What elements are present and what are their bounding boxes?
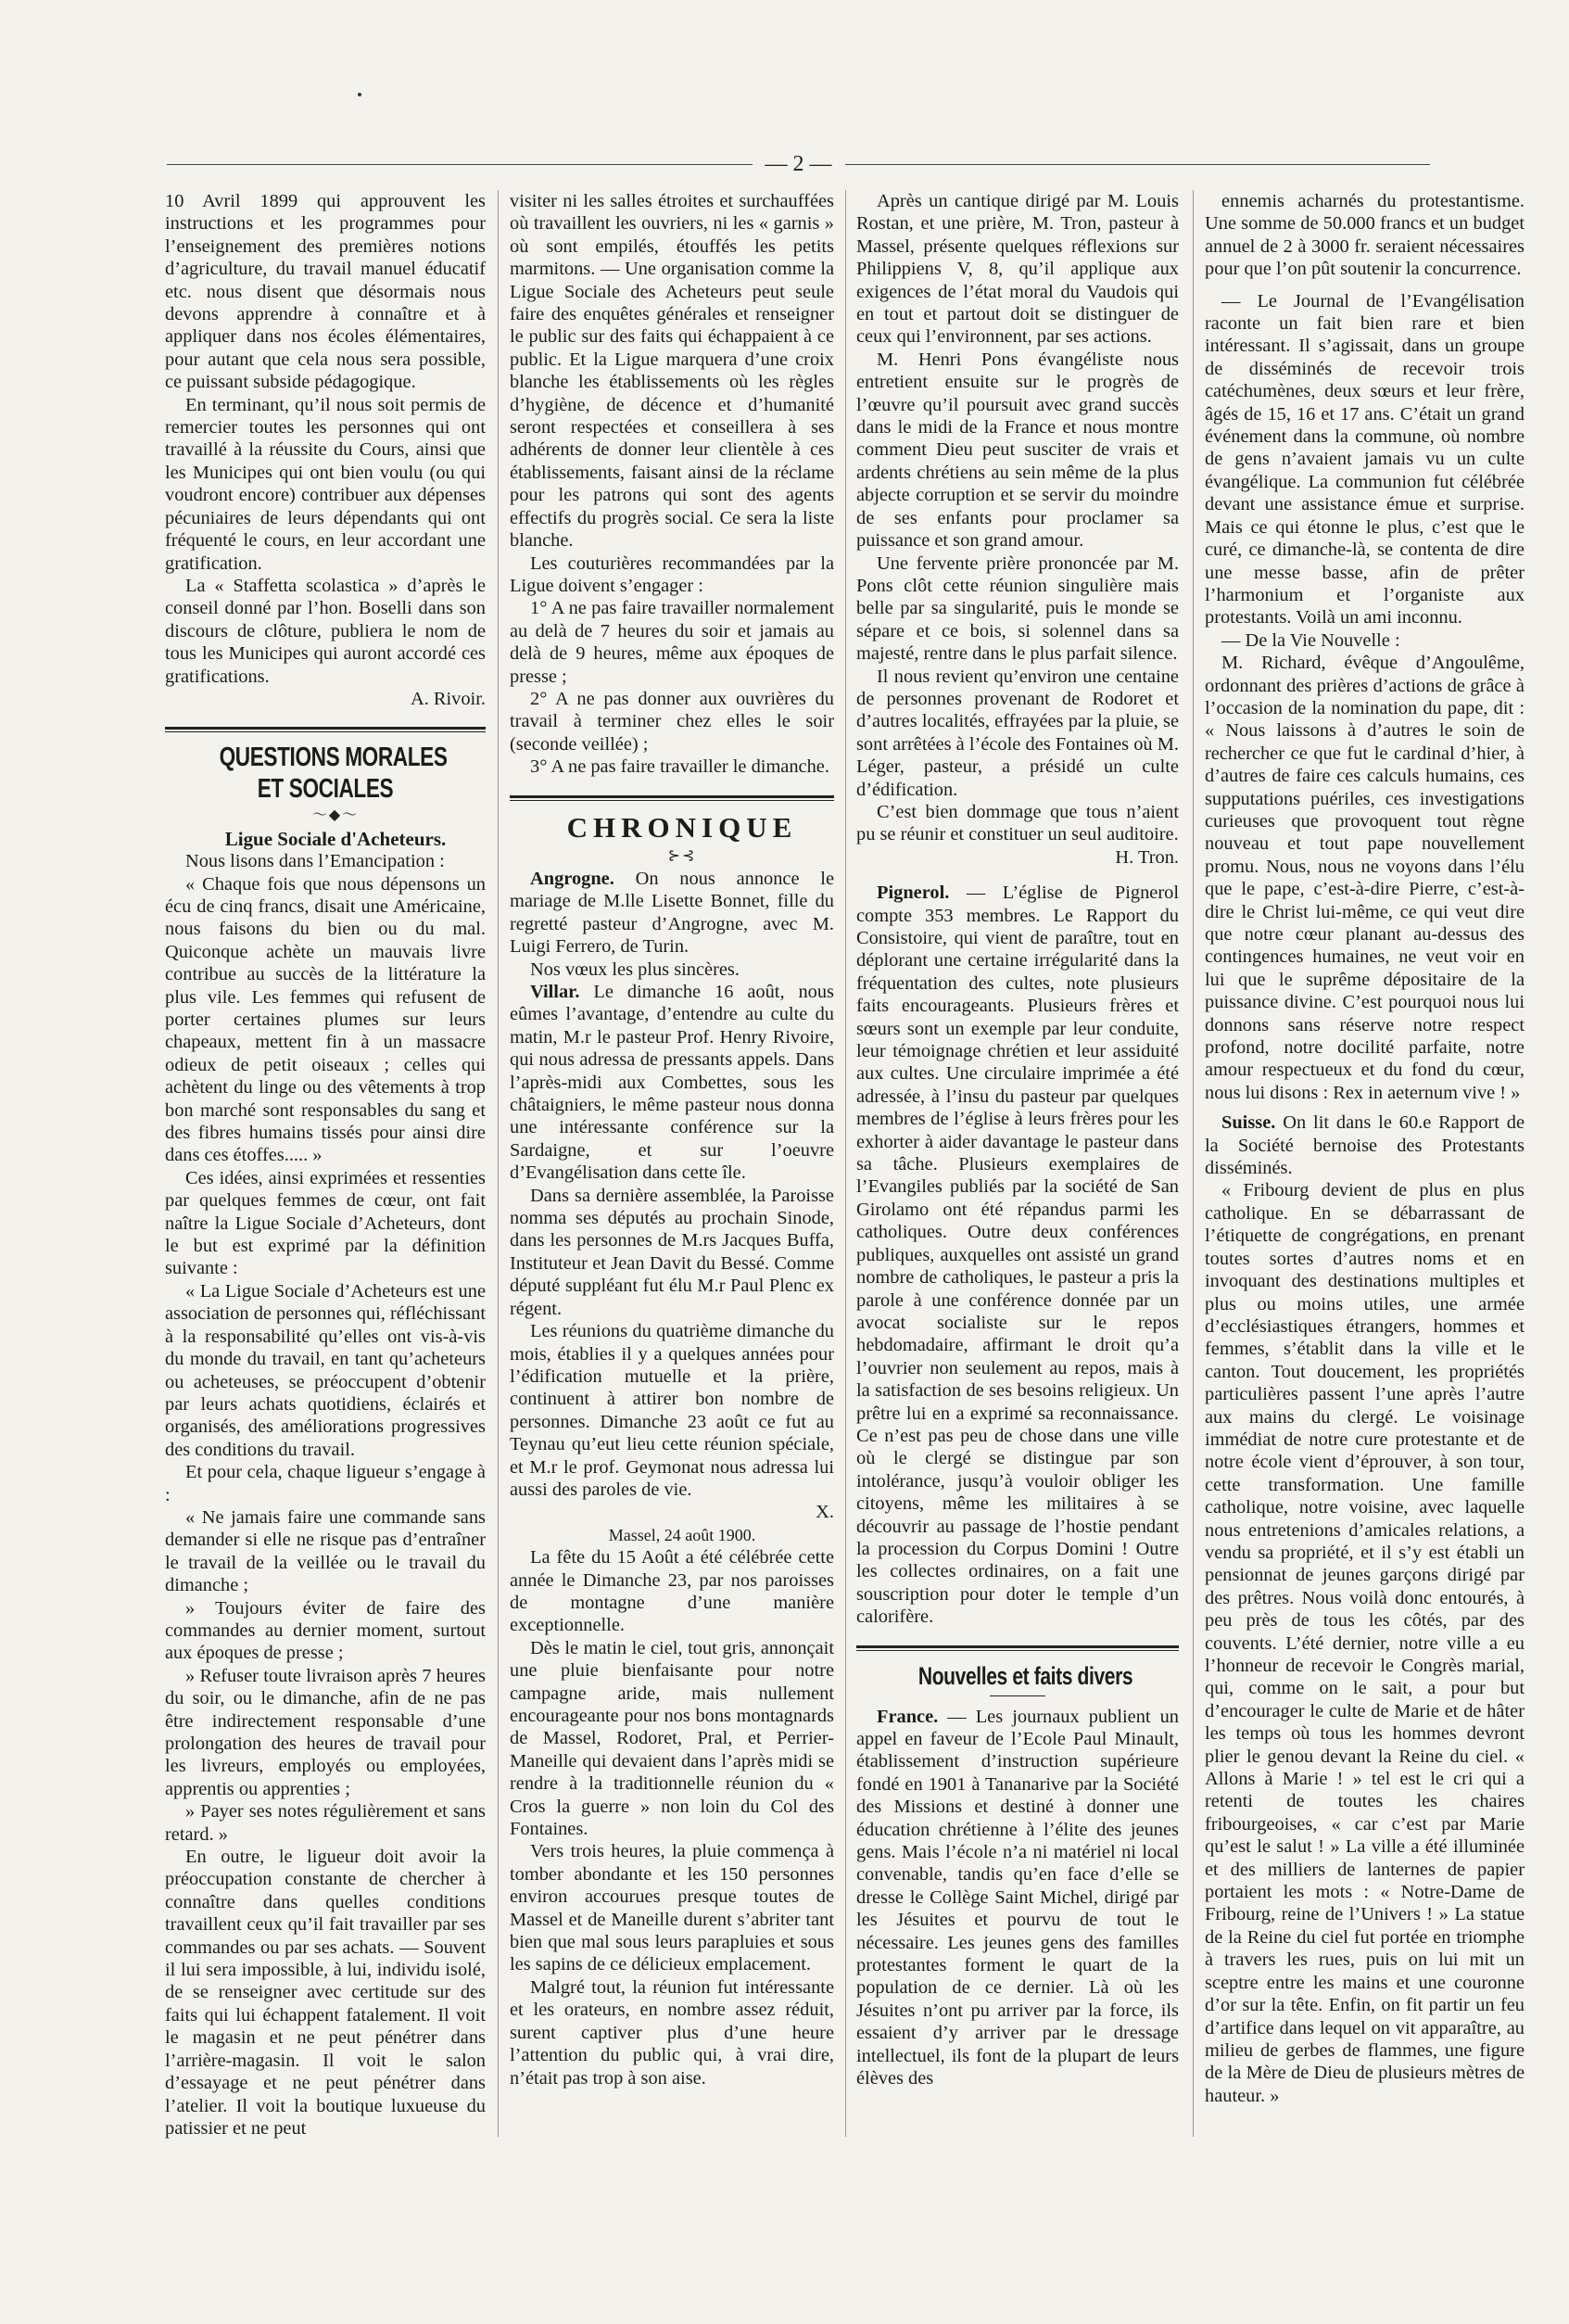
paragraph	[1205, 1111, 1525, 1179]
paragraph: — Le Journal de l’Evangélisation raconte un fait bien rare et bien intéressant. Il s’agissait, dans un groupe de disséminés de recevoir trois catéchumènes, deux sœurs et leur frère, âgés de 15, 16 et 17 ans. C’était un grand événement dans la commune, où nombre de gens n’avaient jamais vu un culte évangélique. La communion fut célébrée devant une assistance émue et surprise. Mais ce qui étonne le plus, c’est que le curé, ce dimanche-là, se contenta de dire une messe basse, afin de prêter l’harmonium et l’organiste aux protestants. Voilà un ami inconnu.	[1205, 290, 1525, 629]
column-divider-3	[1193, 190, 1194, 2137]
paragraph: La fête du 15 Août a été célébrée cette année le Dimanche 23, par nos paroisses de montagne d’une manière exceptionnelle.	[510, 1547, 834, 1636]
paragraph	[510, 868, 834, 959]
paragraph: » Refuser toute livraison après 7 heures du soir, ou le dimanche, afin de ne pas être indirectement responsable d’une prolongation des heures de travail pour les livreurs, employés ou employées, apprentis ou apprenties ;	[165, 1665, 486, 1799]
paragraph: Il nous revient qu’environ une centaine de personnes provenant de Rodoret et d’autres localités, effrayées par la pluie, se sont arrêtées à l’école des Fontaines où M. Léger, pasteur, a présidé un culte d’édification.	[856, 666, 1179, 800]
paragraph: « Ne jamais faire une commande sans demander si elle ne risque pas d’entraîner le travail de la veillée ou le travail du dimanche ;	[165, 1506, 486, 1596]
paragraph: 3° A ne pas faire travailler le dimanche.	[530, 756, 829, 778]
paragraph: Après un cantique dirigé par M. Louis Rostan, et une prière, M. Tron, pasteur à Massel, présente quelques réflexions sur Philippiens V, 8, qu’il applique aux exigences de l’état moral du Vaudois qui en tout et partout doit se distinguer de ceux qui l’environnent, par ses actions.	[856, 191, 1179, 348]
dateline: Massel, 24 août 1900.	[608, 1525, 756, 1544]
print-speck	[358, 93, 361, 96]
page-header	[167, 154, 1430, 174]
paragraph-text: On nous annonce le mariage de M.lle Lisette Bonnet, fille du regretté pasteur d’Angrogne, avec M. Luigi Ferrero, de Turin.	[510, 868, 834, 958]
paragraph: Une fervente prière prononcée par M. Pons clôt cette réunion singulière mais belle par sa singularité, puis le monde se sépare et ce bois, si solennel dans sa majesté, rentre dans le plus parfait silence.	[856, 552, 1179, 665]
paragraph: » Payer ses notes régulièrement et sans retard. »	[165, 1801, 486, 1845]
paragraph-lead: Angrogne.	[530, 868, 614, 889]
paragraph: En terminant, qu’il nous soit permis de remercier toutes les personnes qui ont travaillé à la réussite du Cours, ainsi que les Municipes qui ont bien voulu (ou qui voudront encore) contribuer aux dépenses pécuniaires de leurs dépendants qui ont fréquenté le cours, en leur accordant une gratification.	[165, 394, 486, 574]
paragraph: « Chaque fois que nous dépensons un écu de cinq francs, disait une Américaine, nous faisons du bien ou du mal. Quiconque achète un mauvais livre contribue au succès de la littérature la plus vile. Les femmes qui refusent de porter certaines plumes sur leurs chapeaux, mettent fin à un massacre odieux de petit oiseaux ; celles qui achètent du linge ou des vêtements à trop bon marché sont responsables du sang et des fibres humains tissés pour ainsi dire dans ces étoffes..... »	[165, 873, 486, 1166]
paragraph: Malgré tout, la réunion fut intéressante et les orateurs, en nombre assez réduit, surent captiver plus d’une heure l’attention du public qui, à vrai dire, n’était pas trop à son aise.	[510, 1976, 834, 2089]
ornament: ～◆～	[311, 807, 360, 824]
paragraph: « Fribourg devient de plus en plus catholique. En se débarrassant de l’étiquette de congrégations, en prenant toutes sortes d’autres noms et en invoquant des destinations multiples et plus ou moins utiles, une armée d’ecclésiastiques étrangers, hommes et femmes, s’établit dans la ville et le canton. Tout doucement, les propriétés particulières passent l’une après l’autre aux mains du clergé. Le voisinage immédiat de notre cure protestante et de notre école vient d’éprouver, à son tour, cette transformation. Une famille catholique, notre voisine, avec laquelle nous entretenions d’amicales relations, a vendu sa propriété, et il s’y est établi un pensionnat de jeunes garçons dirigé par des prêtres. Nous voilà donc entourés, à peu près de tous les côtés, par des couvents. L’été dernier, notre ville a eu l’honneur de recevoir le Congrès marial, qui, comme on le sait, a pour but d’encourager le culte de Marie et de hâter les temps où tous les hommes devront plier le genou devant la Reine du ciel. « Allons à Marie ! » tel est le cri qui a retenti de toutes les chaires fribourgeoises, « car c’est par Marie qu’est le salut ! » La ville a été illuminée et des milliers de lanternes de papier portaient les mots : « Notre-Dame de Fribourg, reine de l’Univers ! » La statue de la Reine du ciel fut portée en triomphe à travers les rues, puis on lui mit un sceptre entre les mains et une couronne d’or sur la tête. Enfin, on fit partir un feu d’artifice dans lequel on vit apparaître, au milieu de gerbes de flammes, une figure de la Mère de Dieu de plusieurs mètres de hauteur. »	[1205, 1180, 1525, 2106]
paragraph-lead: France.	[877, 1706, 939, 1727]
paragraph: Et pour cela, chaque ligueur s’engage à :	[165, 1462, 486, 1505]
paragraph: 1° A ne pas faire travailler normalement au delà de 7 heures du soir et jamais au delà de 9 heures, même aux époques de presse ;	[510, 598, 834, 687]
paragraph: Nous lisons dans l’Emancipation :	[185, 851, 445, 872]
paragraph	[856, 1706, 1179, 2090]
signature: X.	[816, 1502, 834, 1523]
section-rule	[165, 727, 486, 732]
paragraph: ennemis acharnés du protestantisme. Une somme de 50.000 francs et un budget annuel de 2 à 3000 fr. seraient nécessaires pour que l’on pût soutenir la concurrence.	[1205, 191, 1525, 280]
section-title: QUESTIONS MORALES ET SOCIALES	[219, 743, 448, 805]
title-underline	[990, 1695, 1045, 1696]
section-rule	[510, 795, 834, 801]
paragraph: Ces idées, ainsi exprimées et ressenties par quelques femmes de cœur, ont fait naître la Ligue Sociale d’Acheteurs, dont le but est exprimé par la définition suivante :	[165, 1167, 486, 1279]
section-rule	[856, 1645, 1179, 1651]
chronique-title: CHRONIQUE	[566, 810, 798, 844]
paragraph: 10 Avril 1899 qui approuvent les instructions et les programmes pour l’enseignement des premières notions d’agriculture, du travail manuel éducatif etc. nous disent que désormais nous devons apprendre à connaître et à appliquer dans nos écoles élémentaires, pour autant que cela nous sera possible, ce puissant subside pédagogique.	[165, 191, 486, 393]
ornament: ⊱⊰	[667, 847, 697, 864]
paragraph: visiter ni les salles étroites et surchauffées où travaillent les ouvriers, ni les « garnis » où sont empilés, étouffés les petits marmitons. — Une organisation comme la Ligue Sociale des Acheteurs peut seule faire des enquêtes générales et renseigner le public sur des faits qui échappaient à ce public. Et la Ligue marquera d’une croix blanche les établissements où les règles d’hygiène, de décence et d’humanité seront respectées et conseillera à ses adhérents de donner leur clientèle à ces établissements, faisant ainsi de la réclame pour les patrons qui sont des agents effectifs du progrès social. Ce sera la liste blanche.	[510, 191, 834, 552]
paragraph: » Toujours éviter de faire des commandes au dernier moment, surtout aux époques de presse ;	[165, 1597, 486, 1664]
paragraph: Nos vœux les plus sincères.	[530, 959, 740, 980]
paragraph-lead: Suisse.	[1221, 1112, 1276, 1134]
paragraph: Vers trois heures, la pluie commença à tomber abondante et les 150 personnes environ accourues presque toutes de Massel et de Maneille durent s’abriter tant bien que mal sous leurs parapluies et sous les sapins de ce délicieux emplacement.	[510, 1841, 834, 1975]
paragraph: — De la Vie Nouvelle :	[1221, 629, 1400, 651]
column-1	[165, 190, 486, 2146]
paragraph: M. Richard, évêque d’Angoulême, ordonnant des prières d’actions de grâce à l’occasion de la nomination du pape, dit : « Nous laissons à d’autres le soin de rechercher ce que fut le cardinal d’hier, à d’autres de faire ces calculs humains, ces supputations puériles, ces investigations curieuses que provoquent tout règne nouveau et tout pape nouvellement promu. Nous, nous ne voyons dans l’élu que le pape, c’est-à-dire Pierre, c’est-à-dire le Christ lui-même, ce qui veut dire que notre cœur planant au-dessus des contingences humaines, ne veut voir en lui que le suprême dépositaire de la puissance divine. C’est pourquoi nous lui donnons sans réserve notre respect profond, notre docilité parfaite, notre amour respectueux et du fond du cœur, nous lui disons : Rex in aeternum vive ! »	[1205, 653, 1525, 1103]
paragraph: M. Henri Pons évangéliste nous entretient ensuite sur le progrès de l’œuvre qu’il poursuit avec grand succès dans le midi de la France et nous montre comment Dieu peut susciter de vrais et ardents chrétiens au sein même de la plus abjecte corruption et se servir du moindre de ses enfants pour proclamer sa puissance et son grand amour.	[856, 349, 1179, 552]
paragraph: Les couturières recommandées par la Ligue doivent s’engager :	[510, 552, 834, 596]
paragraph: En outre, le ligueur doit avoir la préoccupation constante de chercher à connaître dans quelles conditions travaillent ceux qu’il fait travailler par ses commandes ou par ses achats. — Souvent il lui sera impossible, à lui, individu isolé, de se renseigner avec certitude sur des faits qui lui échappent fatalement. Il voit le magasin et ne peut pénétrer dans l’arrière-magasin. Il voit le salon d’essayage et ne peut pénétrer dans l’atelier. Il voit la boutique luxueuse du patissier et ne peut	[165, 1847, 486, 2139]
paragraph: « La Ligue Sociale d’Acheteurs est une association de personnes qui, réfléchissant à la responsabilité qu’elles ont vis-à-vis du monde du travail, en tant qu’acheteurs ou acheteuses, se préoccupent d’obtenir par leurs achats quotidiens, éclairés et organisés, des améliorations progressives des conditions du travail.	[165, 1280, 486, 1460]
paragraph: 2° A ne pas donner aux ouvrières du travail à terminer chez elles le soir (seconde veillée) ;	[510, 688, 834, 755]
column-divider-1	[498, 190, 499, 2137]
section-title: Nouvelles et faits divers	[917, 1661, 1133, 1690]
paragraph: Dans sa dernière assemblée, la Paroisse nomma ses députés au prochain Sinode, dans les personnes de M.rs Jacques Buffa, Instituteur et Jean Davit du Bessé. Comme député suppléant fut élu M.r Paul Plenc ex régent.	[510, 1185, 834, 1319]
article-subtitle: Ligue Sociale d'Acheteurs.	[224, 827, 447, 850]
column-divider-2	[845, 190, 846, 2137]
column-2	[510, 190, 834, 2146]
paragraph	[510, 981, 834, 1185]
paragraph-text: — L’église de Pignerol compte 353 membres. Le Rapport du Consistoire, qui vient de paraître, tout en déplorant une certaine irrégularité dans la fréquentation des cultes, note plusieurs faits encourageants. Plusieurs frères et sœurs sont un exemple par leur conduite, leur témoignage chrétien et leur assiduité aux cultes. Une circulaire imprimée a été adressée, à l’insu du pasteur par quelques membres de l’église à leurs frères pour les exhorter à aider davantage le pasteur dans sa tâche. Plusieurs exemplaires de l’Evangiles publiés par la société de San Girolamo ont été répandus parmi les catholiques. Outre deux conférences publiques, auxquelles ont assisté un grand nombre de catholiques, le pasteur a pris la parole à une conférence donnée par un avocat socialiste sur le repos hebdomadaire, affirmant le droit qu’a l’ouvrier non seulement au repos, mais à la satisfaction de ses besoins religieux. Un prêtre lui en a exprimé sa reconnaissance. Ce n’est pas peu de chose dans une ville où le clergé se distingue par son intolérance, jusqu’à vouloir obliger les citoyens, même les militaires à se découvrir au passage de l’hostie pendant la procession du Corpus Domini ! Outre les collectes ordinaires, on a fait une souscription pour doter le temple d’un calorifère.	[856, 883, 1179, 1628]
signature: H. Tron.	[1115, 846, 1179, 868]
paragraph: Dès le matin le ciel, tout gris, annonçait une pluie bienfaisante pour notre campagne aride, mais nullement encourageante pour nos bons montagnards de Massel, Rodoret, Pral, et Perrier-Maneille qui devaient dans l’après midi se rendre à la traditionnelle réunion du « Cros la guerre » non loin du Col des Fontaines.	[510, 1637, 834, 1840]
paragraph: La « Staffetta scolastica » d’après le conseil donné par l’hon. Boselli dans son discours de clôture, publiera le nom de tous les Municipes qui auront accordé ces gratifications.	[165, 575, 486, 687]
paragraph	[856, 882, 1179, 1628]
paragraph-text: — Les journaux publient un appel en faveur de l’Ecole Paul Minault, établissement d’instruction supérieure fondé en 1901 à Tananarive par la Société des Missions et destiné à donner une éducation chrétienne à l’élite des jeunes gens. Mais l’école n’a ni matériel ni local convenable, tandis qu’en face d’elle se dresse le Collège Saint Michel, dirigé par les Jésuites et pourvu de tout le nécessaire. Les jeunes gens des familles protestantes forment le quart de la population de ce dernier. Là où les Jésuites n’ont pu arriver par la force, ils essaient d’y arriver par le dressage intellectuel, ils font de la plupart de leurs élèves des	[856, 1706, 1179, 2089]
page-number: — 2 —	[753, 152, 845, 177]
column-4	[1205, 190, 1525, 2146]
paragraph-lead: Villar.	[530, 982, 580, 1002]
paragraph: Les réunions du quatrième dimanche du mois, établies il y a quelques années pour l’édification mutuelle et la prière, continuent à attirer bon nombre de personnes. Dimanche 23 août ce fut au Teynau qu’eut lieu cette réunion spéciale, et M.r le prof. Geymonat nous adressa lui aussi des paroles de vie.	[510, 1321, 834, 1500]
paragraph-text: Le dimanche 16 août, nous eûmes l’avantage, d’entendre au culte du matin, M.r le pasteur Prof. Henry Rivoire, qui nous adressa de pressants appels. Dans l’après-midi aux Combettes, sous les châtaigniers, le même pasteur nous donna une intéressante conférence sur la Sardaigne, et sur l’oeuvre d’Evangélisation dans cette île.	[510, 982, 834, 1184]
column-3	[856, 190, 1179, 2146]
paragraph-lead: Pignerol.	[877, 883, 950, 904]
paragraph: C’est bien dommage que tous n’aient pu se réunir et constituer un seul auditoire.	[856, 801, 1179, 845]
signature: A. Rivoir.	[410, 688, 486, 709]
paragraph-text: On lit dans le 60.e Rapport de la Société bernoise des Protestants disséminés.	[1205, 1112, 1525, 1179]
